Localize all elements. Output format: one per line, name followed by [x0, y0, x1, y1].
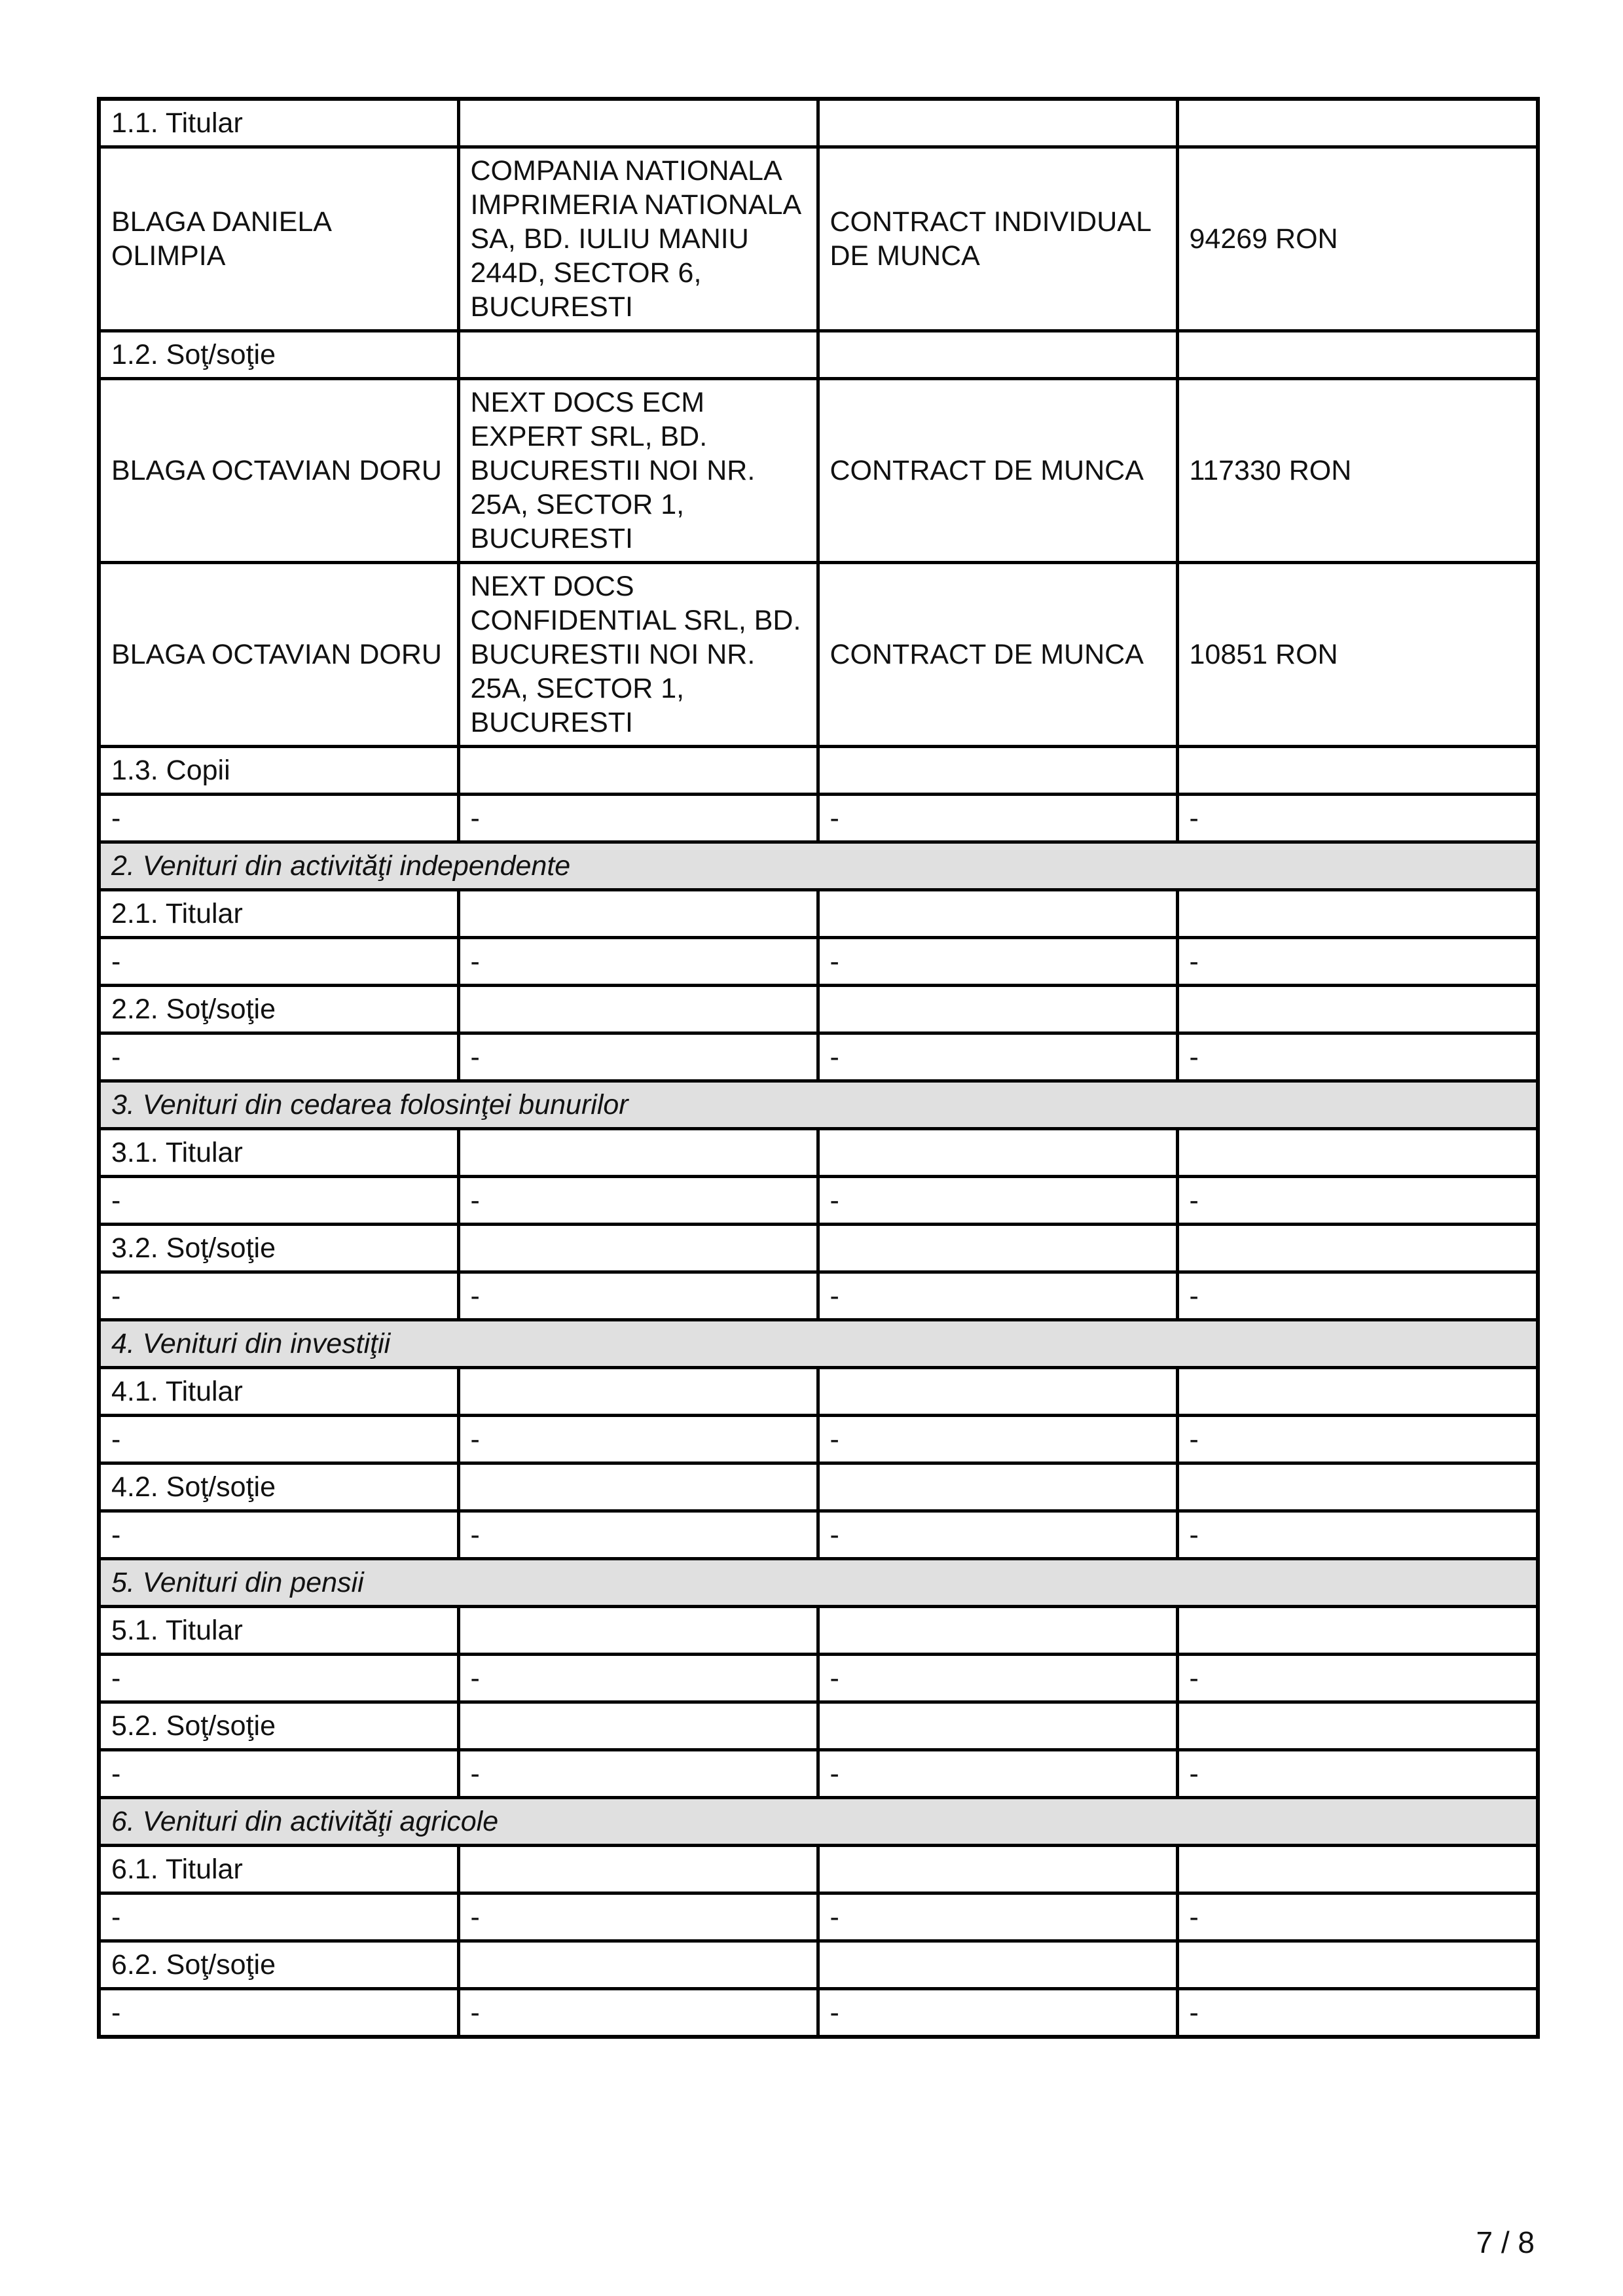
table-row [99, 1893, 1538, 1941]
table-cell [818, 99, 1177, 147]
table-cell: - [818, 1893, 1177, 1941]
table-cell: NEXT DOCS CONFIDENTIAL SRL, BD. BUCURESTII NOI NR. 25A, SECTOR 1, BUCURESTI [458, 563, 818, 747]
table-cell: - [458, 1416, 818, 1463]
table-cell: 1.1. Titular [99, 99, 458, 147]
table-cell: - [1177, 938, 1538, 986]
table-row [99, 1272, 1538, 1320]
table-cell: NEXT DOCS ECM EXPERT SRL, BD. BUCURESTII NOI NR. 25A, SECTOR 1, BUCURESTI [458, 379, 818, 563]
table-cell [818, 1846, 1177, 1893]
table-row [99, 1511, 1538, 1559]
table-cell: - [99, 1750, 458, 1798]
table-cell: - [1177, 1033, 1538, 1081]
table-cell: - [99, 1177, 458, 1225]
table-cell: - [458, 1655, 818, 1702]
table-cell [1177, 986, 1538, 1033]
table-cell: BLAGA OCTAVIAN DORU [99, 563, 458, 747]
table-cell [458, 1368, 818, 1416]
table-cell: 1.3. Copii [99, 747, 458, 795]
table-cell [458, 1702, 818, 1750]
table-cell [1177, 747, 1538, 795]
page-number: 7 / 8 [1476, 2225, 1535, 2259]
table-row [99, 747, 1538, 795]
table-cell: - [818, 1511, 1177, 1559]
section-title: 6. Venituri din activităţi agricole [99, 1798, 1538, 1846]
table-cell [818, 1368, 1177, 1416]
table-row [99, 1416, 1538, 1463]
section-header-row [99, 1320, 1538, 1368]
table-cell [818, 1225, 1177, 1272]
table-cell [818, 1607, 1177, 1655]
table-cell: - [99, 1033, 458, 1081]
table-cell: - [99, 1511, 458, 1559]
table-cell: - [1177, 1272, 1538, 1320]
table-cell: 3.1. Titular [99, 1129, 458, 1177]
table-cell [458, 890, 818, 938]
table-cell [1177, 1941, 1538, 1989]
table-row [99, 563, 1538, 747]
table-cell: - [1177, 795, 1538, 842]
table-cell: - [818, 1655, 1177, 1702]
section-header-row [99, 1559, 1538, 1607]
table-row [99, 1225, 1538, 1272]
table-row [99, 379, 1538, 563]
table-cell: - [99, 938, 458, 986]
table-cell: - [1177, 1416, 1538, 1463]
table-cell: - [1177, 1655, 1538, 1702]
table-cell: - [99, 1893, 458, 1941]
table-cell [458, 1225, 818, 1272]
table-row [99, 1846, 1538, 1893]
table-row [99, 890, 1538, 938]
table-row [99, 1033, 1538, 1081]
table-row [99, 1941, 1538, 1989]
table-cell: 3.2. Soţ/soţie [99, 1225, 458, 1272]
table-cell: - [818, 1750, 1177, 1798]
table-cell [1177, 331, 1538, 379]
table-cell: 4.2. Soţ/soţie [99, 1463, 458, 1511]
table-cell [1177, 1368, 1538, 1416]
table-cell: - [818, 1989, 1177, 2037]
table-cell [818, 890, 1177, 938]
table-cell: 4.1. Titular [99, 1368, 458, 1416]
section-header-row [99, 842, 1538, 890]
table-row [99, 1368, 1538, 1416]
table-cell [1177, 1129, 1538, 1177]
table-cell: - [818, 938, 1177, 986]
table-cell: - [818, 1272, 1177, 1320]
table-cell: BLAGA DANIELA OLIMPIA [99, 147, 458, 331]
table-row [99, 938, 1538, 986]
table-row [99, 1463, 1538, 1511]
table-cell: 5.2. Soţ/soţie [99, 1702, 458, 1750]
section-title: 3. Venituri din cedarea folosinţei bunurilor [99, 1081, 1538, 1129]
table-cell: - [458, 1272, 818, 1320]
table-cell [458, 99, 818, 147]
table-cell: - [99, 1416, 458, 1463]
table-cell: - [99, 795, 458, 842]
table-cell: - [1177, 1177, 1538, 1225]
table-cell: 5.1. Titular [99, 1607, 458, 1655]
table-cell: - [1177, 1989, 1538, 2037]
table-cell [1177, 1225, 1538, 1272]
section-title: 5. Venituri din pensii [99, 1559, 1538, 1607]
table-cell: - [1177, 1750, 1538, 1798]
table-cell: 10851 RON [1177, 563, 1538, 747]
table-row [99, 1750, 1538, 1798]
table-cell: CONTRACT INDIVIDUAL DE MUNCA [818, 147, 1177, 331]
table-row [99, 1655, 1538, 1702]
table-row [99, 147, 1538, 331]
table-cell [818, 1129, 1177, 1177]
table-cell: 6.1. Titular [99, 1846, 458, 1893]
table-row [99, 986, 1538, 1033]
table-cell: - [818, 1177, 1177, 1225]
table-cell: 94269 RON [1177, 147, 1538, 331]
table-cell: - [458, 938, 818, 986]
table-row [99, 1702, 1538, 1750]
table-cell: 117330 RON [1177, 379, 1538, 563]
table-cell: - [1177, 1511, 1538, 1559]
table-cell: - [458, 1989, 818, 2037]
table-cell [458, 1463, 818, 1511]
income-table-body [99, 99, 1538, 2037]
table-cell: - [458, 1511, 818, 1559]
table-cell [1177, 99, 1538, 147]
section-title: 4. Venituri din investiţii [99, 1320, 1538, 1368]
table-row [99, 331, 1538, 379]
table-cell: - [458, 1750, 818, 1798]
table-cell [458, 1129, 818, 1177]
table-cell: 2.2. Soţ/soţie [99, 986, 458, 1033]
table-cell [458, 1607, 818, 1655]
table-cell: - [99, 1655, 458, 1702]
table-cell [818, 1463, 1177, 1511]
table-cell: - [818, 795, 1177, 842]
table-cell [458, 1846, 818, 1893]
table-cell: - [458, 1177, 818, 1225]
table-cell [458, 1941, 818, 1989]
income-table [97, 97, 1540, 2039]
section-header-row [99, 1798, 1538, 1846]
table-cell [1177, 890, 1538, 938]
table-cell: - [818, 1416, 1177, 1463]
table-row [99, 795, 1538, 842]
table-cell [458, 986, 818, 1033]
table-cell: - [458, 1893, 818, 1941]
table-cell: 2.1. Titular [99, 890, 458, 938]
table-cell: - [99, 1989, 458, 2037]
table-cell [458, 747, 818, 795]
section-header-row [99, 1081, 1538, 1129]
table-cell: CONTRACT DE MUNCA [818, 379, 1177, 563]
table-cell [818, 747, 1177, 795]
table-cell: - [99, 1272, 458, 1320]
table-cell: CONTRACT DE MUNCA [818, 563, 1177, 747]
table-row [99, 1989, 1538, 2037]
table-cell: 6.2. Soţ/soţie [99, 1941, 458, 1989]
table-cell [818, 986, 1177, 1033]
table-cell: 1.2. Soţ/soţie [99, 331, 458, 379]
table-cell [1177, 1702, 1538, 1750]
table-cell [1177, 1463, 1538, 1511]
section-title: 2. Venituri din activităţi independente [99, 842, 1538, 890]
table-cell: - [1177, 1893, 1538, 1941]
table-cell: - [458, 795, 818, 842]
table-cell: - [818, 1033, 1177, 1081]
table-row [99, 99, 1538, 147]
table-row [99, 1129, 1538, 1177]
table-cell [458, 331, 818, 379]
table-cell: BLAGA OCTAVIAN DORU [99, 379, 458, 563]
table-cell [1177, 1607, 1538, 1655]
table-cell [818, 1702, 1177, 1750]
table-row [99, 1607, 1538, 1655]
table-cell: COMPANIA NATIONALA IMPRIMERIA NATIONALA SA, BD. IULIU MANIU 244D, SECTOR 6, BUCURESTI [458, 147, 818, 331]
table-row [99, 1177, 1538, 1225]
table-cell: - [458, 1033, 818, 1081]
table-cell [1177, 1846, 1538, 1893]
table-cell [818, 331, 1177, 379]
table-cell [818, 1941, 1177, 1989]
